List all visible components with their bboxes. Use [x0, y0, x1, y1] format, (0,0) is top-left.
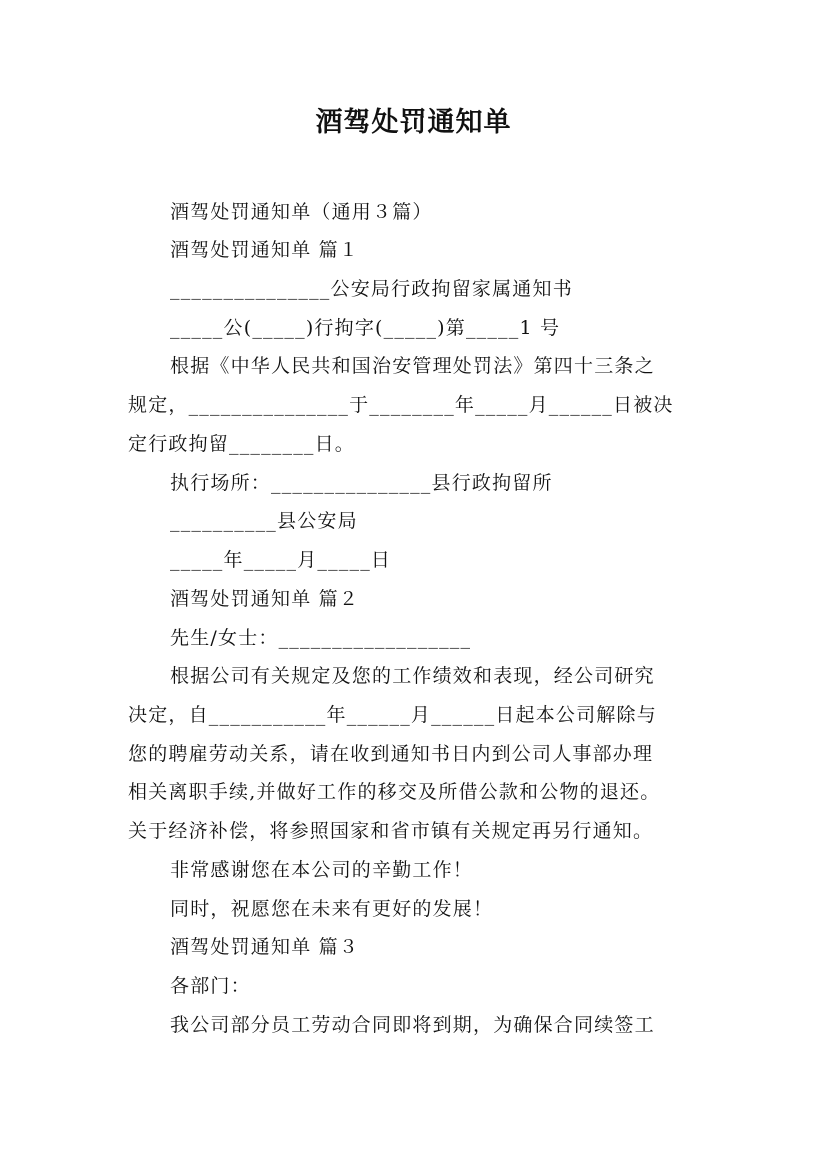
doc-line-paragraph: 关于经济补偿，将参照国家和省市镇有关规定再另行通知。	[128, 820, 654, 842]
doc-line-notice-header: _______________公安局行政拘留家属通知书	[170, 278, 573, 300]
doc-line-paragraph: 决定，自___________年______月______日起本公司解除与	[128, 704, 657, 726]
doc-line-case-number: _____公(_____)行拘字(_____)第_____1 号	[170, 317, 561, 339]
doc-line-paragraph: 我公司部分员工劳动合同即将到期，为确保合同续签工	[170, 1014, 655, 1036]
doc-line-wishes: 同时，祝愿您在未来有更好的发展！	[170, 898, 494, 920]
doc-line-thanks: 非常感谢您在本公司的辛勤工作！	[170, 859, 474, 881]
doc-line-section-3-heading: 酒驾处罚通知单 篇３	[170, 936, 360, 958]
doc-line-paragraph: 根据《中华人民共和国治安管理处罚法》第四十三条之	[170, 355, 655, 377]
doc-line-paragraph: 定行政拘留________日。	[128, 433, 356, 455]
doc-line-paragraph: 您的聘雇劳动关系，请在收到通知书日内到公司人事部办理	[128, 743, 654, 765]
doc-line-issuer: __________县公安局	[170, 510, 358, 532]
doc-line-paragraph: 规定，_______________于________年_____月______日被决	[128, 394, 674, 416]
doc-line-subtitle: 酒驾处罚通知单（通用３篇）	[170, 201, 433, 223]
doc-line-salutation: 各部门：	[170, 975, 251, 997]
doc-line-section-2-heading: 酒驾处罚通知单 篇２	[170, 588, 360, 610]
doc-line-paragraph: 相关离职手续,并做好工作的移交及所借公款和公物的退还。	[128, 781, 661, 803]
doc-line-execution-place: 执行场所：_______________县行政拘留所	[170, 472, 553, 494]
document-title: 酒驾处罚通知单	[315, 107, 512, 138]
doc-line-section-1-heading: 酒驾处罚通知单 篇１	[170, 239, 360, 261]
doc-line-paragraph: 根据公司有关规定及您的工作绩效和表现，经公司研究	[170, 665, 655, 687]
doc-line-salutation: 先生/女士：__________________	[170, 627, 472, 649]
doc-line-date: _____年_____月_____日	[170, 549, 392, 571]
